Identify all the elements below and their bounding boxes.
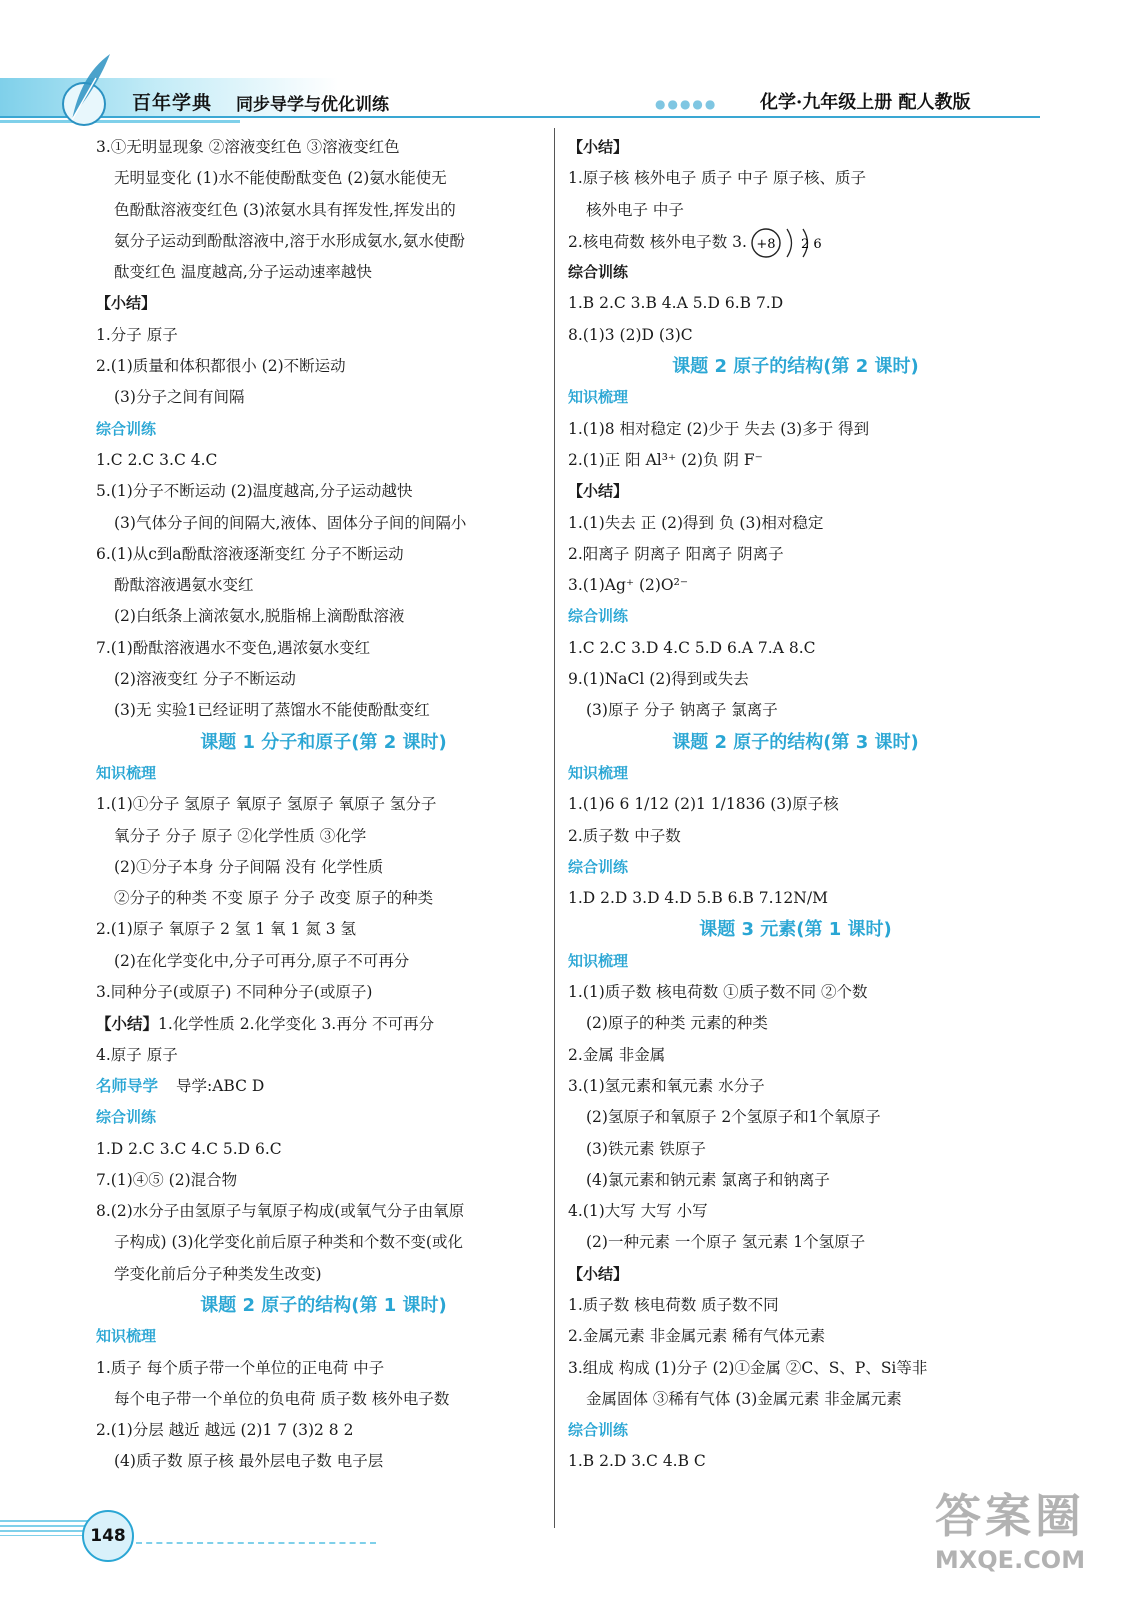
answer-line: 8.(2)水分子由氢原子与氧原子构成(或氧气分子由氧原 xyxy=(96,1202,465,1221)
watermark xyxy=(930,1480,1090,1590)
answer-line: 1.D 2.C 3.C 4.C 5.D 6.C xyxy=(96,1139,282,1158)
answer-line: 7.(1)④⑤ (2)混合物 xyxy=(96,1170,238,1189)
answer-line: 3.组成 构成 (1)分子 (2)①金属 ②C、S、P、Si等非 xyxy=(568,1358,928,1377)
answer-line: (4)质子数 原子核 最外层电子数 电子层 xyxy=(114,1452,384,1471)
answer-line: 2.质子数 中子数 xyxy=(568,826,681,845)
answer-line: 1.(1)失去 正 (2)得到 负 (3)相对稳定 xyxy=(568,513,824,532)
header-dots: ●●●●● xyxy=(655,97,718,111)
subject-title: 化学·九年级上册 配人教版 xyxy=(760,92,971,113)
answer-line: 1.分子 原子 xyxy=(96,325,178,344)
answer-line: (3)原子 分子 钠离子 氯离子 xyxy=(586,701,778,720)
answer-line: 2.(1)原子 氧原子 2 氢 1 氧 1 氮 3 氢 xyxy=(96,920,357,939)
answer-line: 1.(1)①分子 氢原子 氧原子 氢原子 氧原子 氢分子 xyxy=(96,795,437,814)
topic-title: 课题 2 原子的结构(第 2 课时) xyxy=(672,356,919,378)
answer-line: (2)氢原子和氧原子 2个氢原子和1个氧原子 xyxy=(586,1108,881,1127)
answer-line: 7.(1)酚酞溶液遇水不变色,遇浓氨水变红 xyxy=(96,638,371,657)
answer-line: 2.(1)正 阳 Al³⁺ (2)负 阴 F⁻ xyxy=(568,450,763,469)
summary-heading: 综合训练 xyxy=(568,263,629,282)
answer-line: 2.核电荷数 核外电子数 3. +8 2 6 xyxy=(568,226,1023,257)
electron-counts: 2 6 xyxy=(800,236,822,252)
answer-line: 5.(1)分子不断运动 (2)温度越高,分子运动越快 xyxy=(96,482,413,501)
answer-line: 9.(1)NaCl (2)得到或失去 xyxy=(568,670,749,689)
summary-heading: 【小结】 xyxy=(568,138,629,156)
answer-line: 1.B 2.D 3.C 4.B C xyxy=(568,1452,706,1471)
answer-line: 每个电子带一个单位的负电荷 质子数 核外电子数 xyxy=(114,1389,450,1408)
answer-line: 4.(1)大写 大写 小写 xyxy=(568,1202,708,1221)
summary-heading: 【小结】 xyxy=(96,294,157,313)
answer-line: (2)①分子本身 分子间隔 没有 化学性质 xyxy=(114,857,384,876)
answer-line: (2)溶液变红 分子不断运动 xyxy=(114,670,296,689)
answer-line: 6.(1)从c到a酚酞溶液逐渐变红 分子不断运动 xyxy=(96,544,404,563)
answer-line: 子构成) (3)化学变化前后原子种类和个数不变(或化 xyxy=(114,1233,463,1252)
nucleus-charge: +8 xyxy=(756,236,776,252)
answer-line: 1.B 2.C 3.B 4.A 5.D 6.B 7.D xyxy=(568,294,784,313)
answer-line: 2.金属 非金属 xyxy=(568,1045,666,1064)
section-heading: 知识梳理 xyxy=(568,388,629,407)
answer-line: 无明显变化 (1)水不能使酚酞变色 (2)氨水能使无 xyxy=(114,169,447,188)
page-number: 148 xyxy=(82,1510,134,1562)
topic-title: 课题 3 元素(第 1 课时) xyxy=(699,919,892,941)
answer-line: 3.(1)氢元素和氧元素 水分子 xyxy=(568,1076,765,1095)
answer-line: 氨分子运动到酚酞溶液中,溶于水形成氨水,氨水使酚 xyxy=(114,231,465,250)
summary-heading: 【小结】 xyxy=(568,1264,629,1283)
footer-dash xyxy=(136,1542,376,1544)
answer-line: 2.(1)分层 越近 越远 (2)1 7 (3)2 8 2 xyxy=(96,1421,354,1440)
topic-title: 课题 1 分子和原子(第 2 课时) xyxy=(200,731,447,753)
answer-line: (2)一种元素 一个原子 氢元素 1个氢原子 xyxy=(586,1233,866,1252)
left-column xyxy=(96,132,551,1478)
answer-line: 2.阳离子 阴离子 阳离子 阴离子 xyxy=(568,544,784,563)
answer-line: 1.D 2.D 3.D 4.D 5.B 6.B 7.12N/M xyxy=(568,889,828,908)
section-heading: 知识梳理 xyxy=(96,763,157,782)
answer-line: 1.C 2.C 3.D 4.C 5.D 6.A 7.A 8.C xyxy=(568,638,816,657)
electron-shell-arc xyxy=(787,229,792,257)
section-heading: 知识梳理 xyxy=(96,1327,157,1346)
answer-line: 【小结】1.化学性质 2.化学变化 3.再分 不可再分 xyxy=(96,1014,435,1034)
answer-line: 核外电子 中子 xyxy=(586,200,684,219)
answer-line: 3.(1)Ag⁺ (2)O²⁻ xyxy=(568,576,689,595)
summary-heading: 【小结】 xyxy=(568,482,629,501)
header-rule xyxy=(0,116,1040,118)
answer-line: 3.①无明显现象 ②溶液变红色 ③溶液变红色 xyxy=(96,138,400,156)
answer-line: (2)白纸条上滴浓氨水,脱脂棉上滴酚酞溶液 xyxy=(114,607,405,626)
answer-line: 1.C 2.C 3.C 4.C xyxy=(96,450,218,469)
answer-line: 1.原子核 核外电子 质子 中子 原子核、质子 xyxy=(568,169,866,188)
answer-line: 金属固体 ③稀有气体 (3)金属元素 非金属元素 xyxy=(586,1389,902,1408)
watermark-logo: 答案圈 xyxy=(935,1489,1085,1543)
section-heading: 综合训练 xyxy=(568,1421,629,1440)
answer-line: 色酚酞溶液变红色 (3)浓氨水具有挥发性,挥发出的 xyxy=(114,200,456,219)
answer-line: (3)无 实验1已经证明了蒸馏水不能使酚酞变红 xyxy=(114,701,430,720)
column-divider xyxy=(554,128,555,1528)
footer-stripes xyxy=(0,1520,90,1536)
answer-line: (3)气体分子间的间隔大,液体、固体分子间的间隔小 xyxy=(114,513,467,532)
answer-line: 2.(1)质量和体积都很小 (2)不断运动 xyxy=(96,357,346,376)
answer-line: (3)铁元素 铁原子 xyxy=(586,1139,706,1158)
answer-line: 8.(1)3 (2)D (3)C xyxy=(568,325,693,344)
section-heading: 知识梳理 xyxy=(568,951,629,970)
answer-line: 4.原子 原子 xyxy=(96,1045,178,1064)
guide-answer: 导学:ABC D xyxy=(176,1076,265,1095)
answer-line: 1.(1)6 6 1/12 (2)1 1/1836 (3)原子核 xyxy=(568,795,839,814)
answer-line: 酚酞溶液遇氨水变红 xyxy=(114,576,254,595)
series-title: 同步导学与优化训练 xyxy=(236,95,389,115)
answer-line: (2)在化学变化中,分子可再分,原子不可再分 xyxy=(114,951,410,970)
section-heading: 综合训练 xyxy=(568,857,629,876)
quill-icon xyxy=(66,52,116,122)
section-heading: 综合训练 xyxy=(568,607,629,626)
answer-line: 1.(1)8 相对稳定 (2)少于 失去 (3)多于 得到 xyxy=(568,419,870,438)
answer-line: 3.同种分子(或原子) 不同种分子(或原子) xyxy=(96,983,373,1002)
answer-line xyxy=(96,1071,551,1102)
answer-line: 1.质子数 核电荷数 质子数不同 xyxy=(568,1295,779,1314)
header-rule-accent xyxy=(0,120,240,123)
answer-line: 酞变红色 温度越高,分子运动速率越快 xyxy=(114,263,372,282)
answer-line: 1.质子 每个质子带一个单位的正电荷 中子 xyxy=(96,1358,385,1377)
right-column xyxy=(568,132,1023,1478)
answer-line: (2)原子的种类 元素的种类 xyxy=(586,1014,768,1033)
answer-line: 1.(1)质子数 核电荷数 ①质子数不同 ②个数 xyxy=(568,983,868,1002)
atom-structure-diagram xyxy=(749,226,839,260)
section-heading: 综合训练 xyxy=(96,1108,157,1127)
guide-heading: 名师导学 xyxy=(96,1076,159,1095)
answer-line: (3)分子之间有间隔 xyxy=(114,388,245,407)
answer-line: 学变化前后分子种类发生改变) xyxy=(114,1264,322,1283)
brand-title: 百年学典 xyxy=(132,92,213,114)
summary-heading: 【小结】 xyxy=(96,1014,159,1034)
answer-line: (4)氯元素和钠元素 氯离子和钠离子 xyxy=(586,1170,830,1189)
page-header xyxy=(0,0,1128,140)
section-heading: 知识梳理 xyxy=(568,763,629,782)
watermark-url: MXQE.COM xyxy=(934,1546,1086,1574)
topic-title: 课题 2 原子的结构(第 1 课时) xyxy=(200,1294,447,1316)
answer-line: ②分子的种类 不变 原子 分子 改变 原子的种类 xyxy=(114,889,434,908)
section-heading: 综合训练 xyxy=(96,419,157,438)
topic-title: 课题 2 原子的结构(第 3 课时) xyxy=(672,731,919,753)
answer-line: 氧分子 分子 原子 ②化学性质 ③化学 xyxy=(114,826,367,845)
answer-line: 2.金属元素 非金属元素 稀有气体元素 xyxy=(568,1327,826,1346)
